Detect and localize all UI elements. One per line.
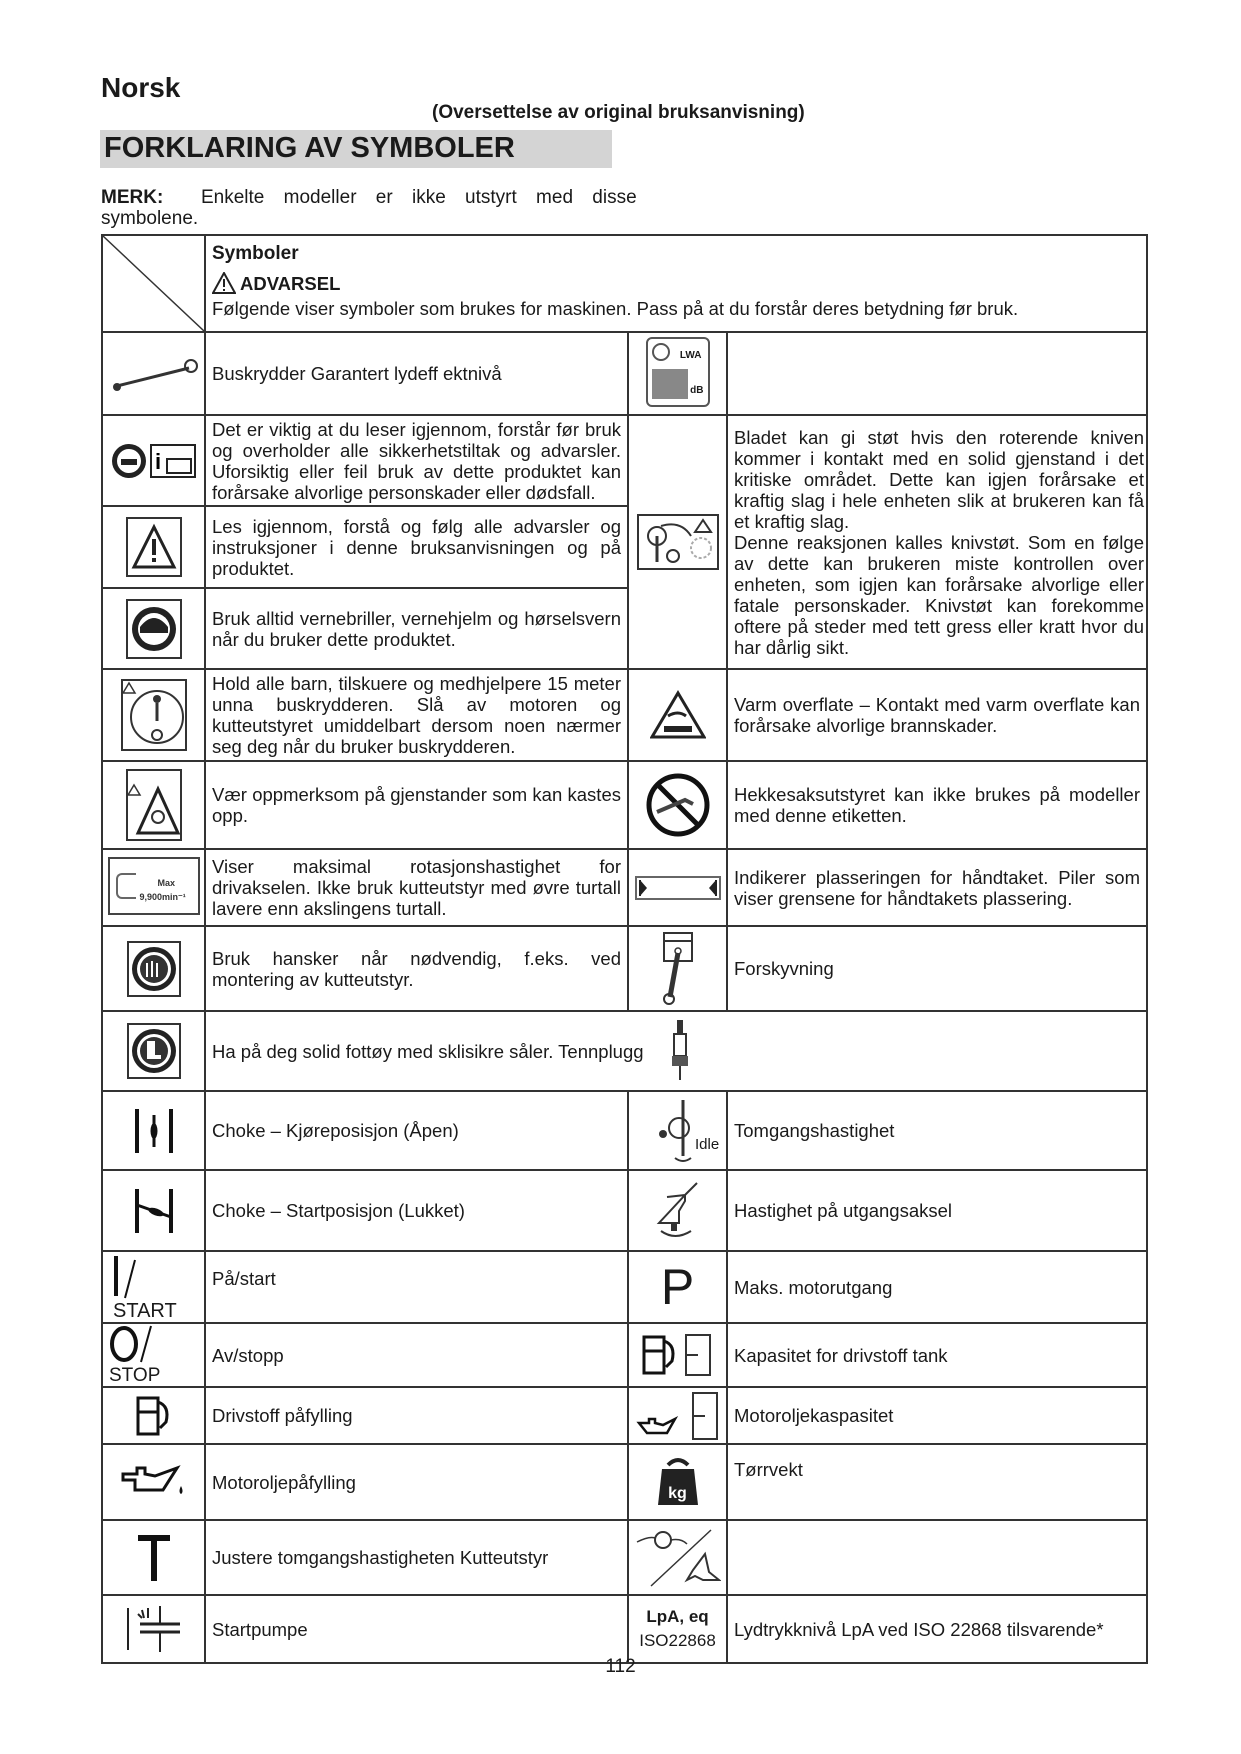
symbol-description: Det er viktig at du leser igjennom, forstår før bruk og overholder alle sikkerhetstiltak og advarsler. Uforsiktig eller feil bruk av dette produktet kan forårsake alvorlige personskader eller dødsfall.	[205, 415, 628, 506]
symbol-description: Ha på deg solid fottøy med sklisikre såler. Tennplugg	[212, 1040, 644, 1062]
fuel-refill-icon	[134, 1394, 174, 1438]
cutting-attachment-icon	[635, 1526, 721, 1590]
symbol-table	[101, 234, 1148, 1664]
symbol-description: Les igjennom, forstå og følg alle advarsler og instruksjoner i denne bruksanvisningen og på produktet.	[205, 506, 628, 588]
stop-icon	[109, 1333, 160, 1386]
no-hedge-trimmer-icon	[645, 772, 711, 838]
symbol-description: Motoroljepåfylling	[205, 1444, 628, 1520]
symbol-description: Hold alle barn, tilskuere og medhjelpere 15 meter unna buskrydderen. Slå av motoren og kutteutstyret umiddelbart dersom noen nærmer seg deg når du bruker buskrydderen.	[205, 669, 628, 761]
p-symbol: P	[660, 1259, 695, 1315]
symbol-description: Bruk alltid vernebriller, vernehjelm og hørselsvern når du bruker dette produktet.	[205, 588, 628, 669]
keep-distance-icon	[121, 679, 187, 751]
svg-text:i: i	[154, 448, 161, 474]
fuel-tank-capacity-icon	[640, 1333, 716, 1377]
table-row	[102, 926, 1147, 1011]
start-icon	[113, 1264, 177, 1322]
symbol-description: Vær oppmerksom på gjenstander som kan kastes opp.	[205, 761, 628, 849]
table-row	[102, 1251, 1147, 1323]
read-manual-icon	[109, 439, 199, 483]
choke-closed-icon	[132, 1187, 176, 1235]
sound-power-level-icon	[646, 337, 710, 407]
symbol-description: Startpumpe	[205, 1595, 628, 1663]
symbol-description: Drivstoff påfylling	[205, 1387, 628, 1444]
symbol-description: Choke – Kjøreposisjon (Åpen)	[205, 1091, 628, 1170]
stop-label: STOP	[109, 1365, 161, 1386]
symbol-description: Indikerer plasseringen for håndtaket. Piler som viser grensene for håndtakets plassering.	[727, 849, 1147, 926]
symbol-description	[727, 1520, 1147, 1595]
symbol-description: Lydtrykknivå LpA ved ISO 22868 tilsvarende*	[727, 1595, 1147, 1663]
symbol-description: Kapasitet for drivstoff tank	[727, 1323, 1147, 1387]
choke-open-icon	[132, 1107, 176, 1155]
spark-plug-icon	[670, 1018, 690, 1084]
section-title: FORKLARING AV SYMBOLER	[104, 132, 515, 164]
symbol-description: Buskrydder Garantert lydeff ektnivå	[205, 332, 628, 415]
thrown-objects-icon	[126, 769, 182, 841]
warning-label: ADVARSEL	[240, 272, 341, 294]
table-row	[102, 1091, 1147, 1170]
kg-label: kg	[668, 1485, 687, 1502]
kickback-icon	[637, 514, 719, 570]
symbol-description: Choke – Startposisjon (Lukket)	[205, 1170, 628, 1251]
symbol-description: Justere tomgangshastigheten Kutteutstyr	[205, 1520, 628, 1595]
table-row	[102, 1595, 1147, 1663]
table-row	[102, 669, 1147, 761]
kickback-description-2: Denne reaksjonen kalles knivstøt. Som en følge av dette kan brukeren miste kontrollen over enheten, som igjen kan forårsake alvorlige eller fatale personskader. Knivstøt kan forekomme oftere på steder med tett gress eller kratt hvor du har dårlig sikt.	[734, 531, 1144, 658]
iso-label: ISO22868	[639, 1631, 716, 1650]
table-row	[102, 849, 1147, 926]
engine-oil-refill-icon	[119, 1464, 189, 1500]
symbol-description: Tørrvekt	[727, 1444, 1147, 1520]
db-label: dB	[690, 384, 704, 396]
table-heading: Symboler	[212, 243, 299, 264]
handle-position-icon	[635, 874, 721, 902]
symbol-description: På/start	[205, 1251, 628, 1323]
lpa-label: LpA, eq	[646, 1607, 709, 1626]
idle-label: Idle	[695, 1136, 720, 1153]
table-row	[102, 1387, 1147, 1444]
table-row	[102, 1520, 1147, 1595]
symbol-description: Bruk hansker når nødvendig, f.eks. ved montering av kutteutstyr.	[205, 926, 628, 1011]
protective-gear-icon	[126, 599, 182, 659]
hot-surface-icon	[650, 690, 706, 740]
brush-cutter-icon	[109, 354, 199, 394]
note-text: Enkelte modeller er ikke utstyrt med disse symbolene.	[101, 187, 637, 229]
output-shaft-speed-icon	[653, 1181, 703, 1241]
warning-triangle-icon	[212, 272, 236, 294]
section-banner	[100, 130, 612, 168]
note-label: MERK:	[101, 187, 164, 208]
symbol-description: Hekkesaksutstyret kan ikke brukes på modeller med denne etiketten.	[727, 761, 1147, 849]
symbol-description: Varm overflate – Kontakt med varm overflate kan forårsake alvorlige brannskader.	[727, 669, 1147, 761]
symbol-description: Tomgangshastighet	[727, 1091, 1147, 1170]
table-intro: Følgende viser symboler som brukes for maskinen. Pass på at du forstår deres betydning før bruk.	[212, 298, 1019, 319]
warning-sign-icon	[126, 517, 182, 577]
footwear-icon	[127, 1023, 181, 1079]
symbol-description: Forskyvning	[727, 926, 1147, 1011]
page-number: 112	[605, 1656, 636, 1677]
symbol-description: Maks. motorutgang	[727, 1251, 1147, 1323]
symbol-description: Motoroljekaspasitet	[727, 1387, 1147, 1444]
table-row	[102, 1011, 1147, 1091]
gloves-icon	[127, 941, 181, 997]
symbol-description: Hastighet på utgangsaksel	[727, 1170, 1147, 1251]
table-row	[102, 332, 1147, 415]
table-row	[102, 415, 1147, 506]
language-heading: Norsk	[101, 72, 181, 103]
kickback-description: Bladet kan gi støt hvis den roterende kniven kommer i kontakt med en solid gjenstand i det kritiske området. Dette kan igjen forårsake et kraftig slag i hele enheten slik at brukeren kan få et kraftig slag.	[734, 426, 1144, 532]
symbol-description	[727, 332, 1147, 415]
symbol-description: Viser maksimal rotasjonshastighet for drivakselen. Ikke bruk kutteutstyr med øvre turtall lavere enn akslingens turtall.	[205, 849, 628, 926]
document-subtitle: (Oversettelse av original bruksanvisning)	[432, 102, 805, 123]
note	[101, 187, 661, 229]
lwa-label: LWA	[679, 349, 702, 361]
diagonal-cell	[102, 235, 205, 332]
start-label: START	[113, 1300, 177, 1322]
primer-bulb-icon	[124, 1604, 184, 1654]
engine-oil-capacity-icon	[635, 1391, 721, 1441]
table-row	[102, 1170, 1147, 1251]
piston-displacement-icon	[658, 931, 698, 1007]
max-rpm-icon	[108, 857, 200, 915]
max-label: Max	[157, 877, 176, 888]
table-row	[102, 1444, 1147, 1520]
table-header-row	[102, 235, 1147, 332]
symbol-description: Av/stopp	[205, 1323, 628, 1387]
rpm-label: 9,900min⁻¹	[139, 891, 186, 902]
table-row	[102, 761, 1147, 849]
idle-adjust-t-icon	[136, 1533, 172, 1583]
table-row	[102, 1323, 1147, 1387]
